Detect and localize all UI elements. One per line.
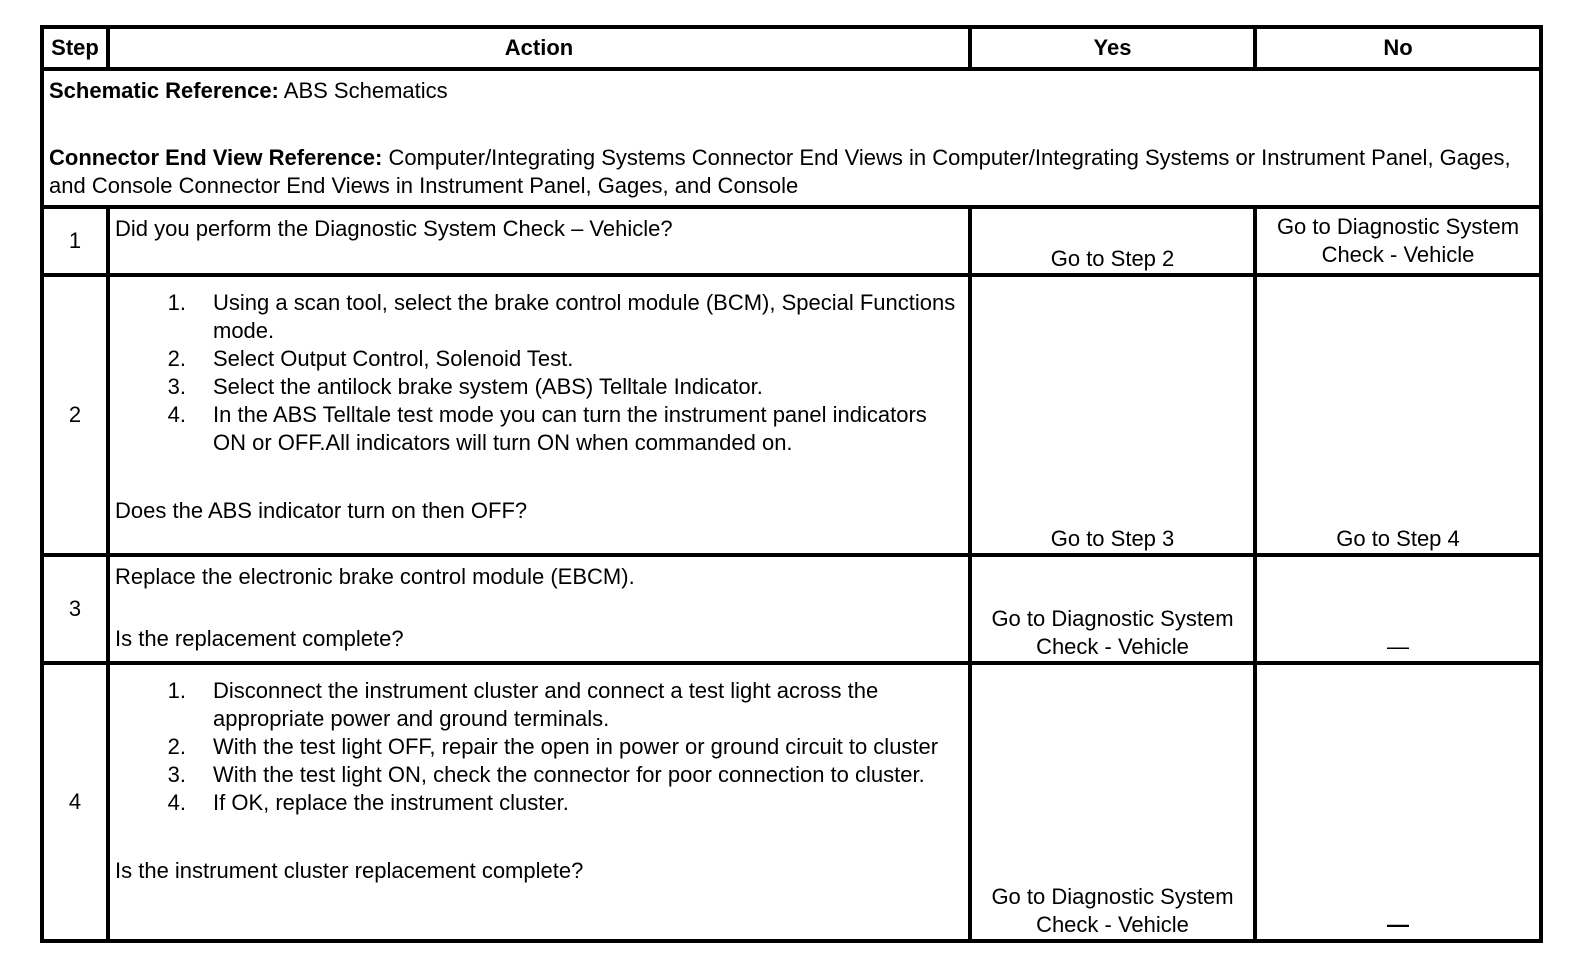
connector-reference — [49, 144, 1534, 200]
diagnostic-table — [40, 25, 1543, 943]
header-step: Step — [42, 27, 108, 69]
step-action-cell — [108, 663, 970, 941]
step-question: Is the replacement complete? — [115, 626, 404, 651]
step-number: 3 — [42, 555, 108, 663]
step-action-cell — [108, 555, 970, 663]
connector-reference-text: Computer/Integrating Systems Connector End Views in Computer/Integrating Systems or Instrument Panel, Gages, and Console Connector End Views in Instrument Panel, Gages, and Console — [49, 145, 1511, 198]
list-item — [115, 401, 963, 457]
list-item-text: Select Output Control, Solenoid Test. — [213, 346, 574, 371]
step-number: 2 — [42, 275, 108, 555]
list-item — [115, 761, 963, 789]
reference-cell — [42, 69, 1541, 207]
step-action: Replace the electronic brake control module (EBCM). — [115, 564, 635, 589]
yes-cell: Go to Step 2 — [970, 207, 1255, 275]
list-item-text: In the ABS Telltale test mode you can turn the instrument panel indicators ON or OFF.All indicators will turn ON when commanded on. — [213, 402, 927, 455]
step-row-4 — [42, 663, 1541, 941]
step-row-2 — [42, 275, 1541, 555]
step-action-cell — [108, 275, 970, 555]
step-row-3 — [42, 555, 1541, 663]
list-item-text: Using a scan tool, select the brake control module (BCM), Special Functions mode. — [213, 290, 956, 343]
header-row — [42, 27, 1541, 69]
step-question: Did you perform the Diagnostic System Check – Vehicle? — [108, 207, 970, 275]
list-item-text: If OK, replace the instrument cluster. — [213, 790, 569, 815]
action-list — [115, 289, 963, 457]
list-item-number: 3. — [167, 374, 186, 399]
step-question: Is the instrument cluster replacement complete? — [115, 858, 584, 883]
list-item-text: Disconnect the instrument cluster and connect a test light across the appropriate power and ground terminals. — [213, 678, 879, 731]
no-cell — [1255, 555, 1541, 663]
no-cell: Go to Diagnostic System Check - Vehicle — [1255, 207, 1541, 275]
step-number: 1 — [42, 207, 108, 275]
list-item-number: 1. — [167, 290, 186, 315]
yes-cell: Go to Step 3 — [970, 275, 1255, 555]
schematic-reference — [49, 77, 1534, 105]
dash: — — [1387, 634, 1409, 659]
yes-cell: Go to Diagnostic System Check - Vehicle — [970, 663, 1255, 941]
list-item-number: 1. — [167, 678, 186, 703]
list-item — [115, 677, 963, 733]
list-item-number: 2. — [167, 346, 186, 371]
list-item-number: 4. — [167, 790, 186, 815]
list-item-text: With the test light ON, check the connector for poor connection to cluster. — [213, 762, 925, 787]
list-item-number: 3. — [167, 762, 186, 787]
spacer — [115, 591, 963, 625]
no-cell — [1255, 663, 1541, 941]
list-item-number: 2. — [167, 734, 186, 759]
header-action: Action — [108, 27, 970, 69]
list-item — [115, 373, 963, 401]
step-row-1 — [42, 207, 1541, 275]
schematic-reference-text: ABS Schematics — [283, 78, 448, 103]
step-question: Does the ABS indicator turn on then OFF? — [115, 498, 528, 523]
list-item — [115, 345, 963, 373]
action-list — [115, 677, 963, 817]
step-number: 4 — [42, 663, 108, 941]
yes-cell: Go to Diagnostic System Check - Vehicle — [970, 555, 1255, 663]
header-no: No — [1255, 27, 1541, 69]
list-item — [115, 789, 963, 817]
list-item — [115, 289, 963, 345]
list-item-text: Select the antilock brake system (ABS) Telltale Indicator. — [213, 374, 763, 399]
list-item-number: 4. — [167, 402, 186, 427]
list-item-text: With the test light OFF, repair the open in power or ground circuit to cluster — [213, 734, 939, 759]
header-yes: Yes — [970, 27, 1255, 69]
list-item — [115, 733, 963, 761]
no-cell: Go to Step 4 — [1255, 275, 1541, 555]
schematic-reference-label: Schematic Reference: — [49, 78, 279, 103]
connector-reference-label: Connector End View Reference: — [49, 145, 383, 170]
reference-row — [42, 69, 1541, 207]
dash: — — [1387, 912, 1409, 937]
